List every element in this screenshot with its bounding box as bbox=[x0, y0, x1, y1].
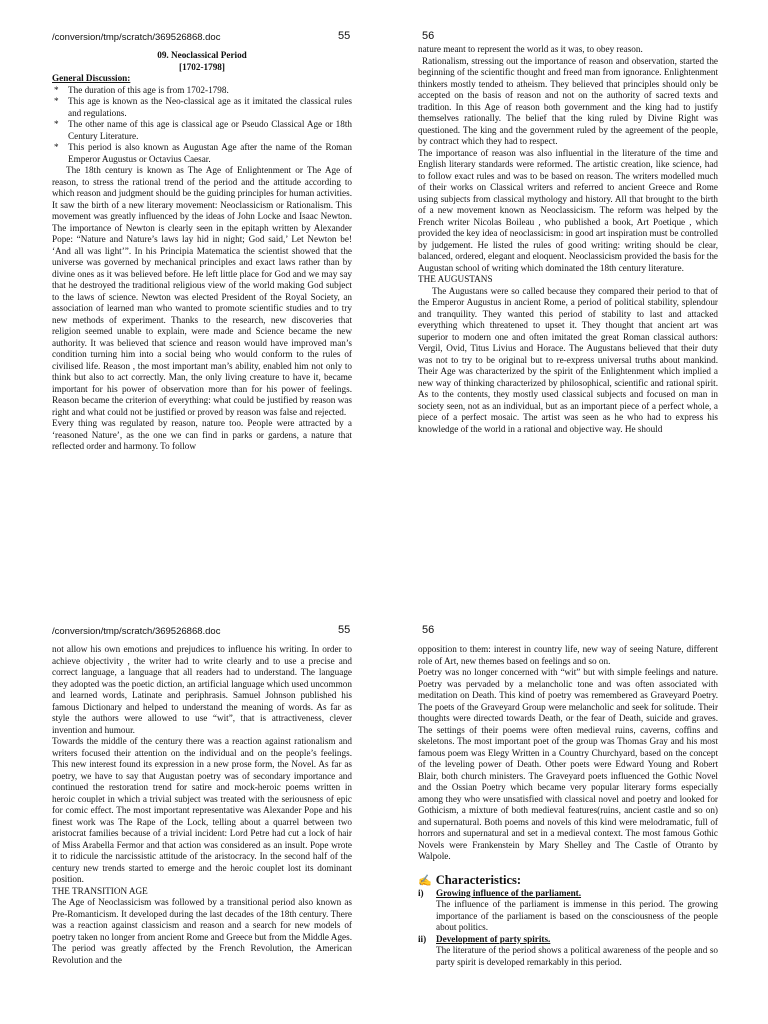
pointing-hand-icon: ✍ bbox=[418, 874, 432, 887]
characteristic-text: The literature of the period shows a political awareness of the people and so party spirit is developed remarkably in this period. bbox=[436, 945, 718, 967]
bullet-item: * This age is known as the Neo-classical age as it imitated the classical rules and regulations. bbox=[52, 96, 352, 119]
page-header bbox=[418, 624, 718, 644]
page-top-left bbox=[52, 30, 352, 560]
page-number: 56 bbox=[422, 624, 435, 636]
paragraph: The Augustans were so called because they compared their period to that of the Emperor Augustus in ancient Rome, a period of political stability, splendour and tranquility. They wanted this period of stability to last and attacked everything which threatened to upset it. They thought that ancient art was superior to modern one and often imitated the great Roman classical authors: Vergil, Ovid, Titus Livius and Horace. The Augustans believed that their duty was not to try to be original but to re-express universal truths about mankind. Their Age was characterized by the spirit of the Enlightenment which implied a new way of thinking characterized by philosophical, scientific and rational spirit. As to the contents, they mostly used classical subjects and focused on man in society seen, not as an individual, but as an important piece of a perfect whole, a piece of a perfect mosaic. The artist was seen as he who had to express his knowledge of the world in a rational and objective way. He should bbox=[418, 285, 718, 434]
bullet-item: * The duration of this age is from 1702-1798. bbox=[52, 85, 352, 97]
paragraph: Poetry was no longer concerned with “wit” but with simple feelings and nature. Poetry was pervaded by a melancholic tone and was often associated with meditation on Death. This kind of poetry was remembered as Graveyard Poetry. The poets of the Graveyard Group were melancholic and seek for solitude. Their thoughts were directed towards Death, or the fear of Death, suicide and graves. The settings of their poems were often medieval ruins, caverns, coffins and skeletons. The most important poet of the group was Thomas Gray and his most famous poem was Elegy Written in a Country Churchyard, based on the concept of the leveling power of Death. Other poets were Edward Young and Robert Blair, both church ministers. The Graveyard poets influenced the Gothic Novel and the Ossian Poetry which became very popular literary forms especially among they who were unsatisfied with classical novel and poetry and looked for Gothicism, a mixture of both medieval features(ruins, ancient castle and so on) and supernatural. Both poems and novels of this kind were melodramatic, full of horrors and supernatural and set in a medieval context. The most famous Gothic Novels were Frankenstein by Mary Shelley and The Castle of Otranto by Walpole. bbox=[418, 667, 718, 861]
paragraph: The Age of Neoclassicism was followed by a transitional period also known as Pre-Romanticism. It developed during the last decades of the 18th century. There was a reaction against classicism and reason and a search for new models of poetry taken no longer from ancient Rome and Greece but from the Middle Ages. The period was greatly affected by the French Revolution, the American Revolution and the bbox=[52, 897, 352, 965]
page-body bbox=[52, 50, 352, 453]
page-bottom-right bbox=[418, 624, 718, 1024]
paragraph: not allow his own emotions and prejudices to influence his writing. In order to achieve objectivity , the writer had to write clearly and to use a precise and correct language, a language that all readers had to understand. The language they adopted was the poetic diction, an artificial language which used uncommon and learned words, Latinate and periphrasis. Samuel Johnson published his famous Dictionary and helped to understand the meaning of words. As far as style the authors were allowed to use “wit”, that is attractiveness, clever invention and humour. bbox=[52, 644, 352, 735]
bullet-item: * The other name of this age is classical age or Pseudo Classical Age or 18th Century Literature. bbox=[52, 119, 352, 142]
characteristics-heading: ✍ Characteristics: bbox=[418, 872, 522, 887]
characteristic-item bbox=[418, 934, 718, 946]
paragraph: The 18th century is known as The Age of Enlightenment or The Age of reason, to stress the rational trend of the period and the attitude according to which reason and judgment should be the guiding principles for human activities. It saw the birth of a new literary movement: Neoclassicism or Rationalism. This movement was greatly influenced by the ideas of John Locke and Isaac Newton. The importance of Newton is clearly seen in the epitaph written by Alexander Pope: “Nature and Nature’s laws lay hid in night; God said,’ Let Newton be! ‘And all was light’”. In his Principia Matematica the scientist showed that the universe was governed by mechanical principles and exact laws rather than by divine ones as it was believed before. He left little place for God and we may say that he destroyed the traditional religious view of the world making God subject to the laws of science. Newton was elected President of the Royal Society, an association of learned man who wanted to promote scientific studies and to try new methods of experiment. Thanks to the research, new discoveries that religion seemed unable to explain, were made and Science became the new authority. It was believed that science and reason would have improved man’s condition turning him into a social being who would conform to the rules of civilised life. Reason , the most important man’s ability, enabled him not only to think but also to act correctly. Man, the only living creature to have it, became important for his power of observation more than for his power of feelings. Reason became the criterion of everything: what could be justified by reason was right and what could not be justified or proved by reason was false and rejected. bbox=[52, 165, 352, 417]
section-heading: THE TRANSITION AGE bbox=[52, 885, 148, 896]
document-path: /conversion/tmp/scratch/369526868.doc bbox=[52, 626, 221, 637]
page-header bbox=[418, 30, 718, 50]
paragraph: Every thing was regulated by reason, nature too. People were attracted by a ‘reasoned Nature’, as the one we can find in parks or gardens, a nature that reflected order and harmony. To follow bbox=[52, 418, 352, 451]
paragraph: Towards the middle of the century there was a reaction against rationalism and writers focused their attention on the individual and on the people’s feelings. This new interest found its expression in a new prose form, the Novel. As far as poetry, we have to say that Augustan poetry was of secondary importance and continued the restoration trend for satire and mock-heroic poems written in heroic couplet in which a trivial subject was treated with the seriousness of epic for comic effect. The most important representative was Alexander Pope and his finest work was The Rape of the Lock, telling about a quarrel between two aristocrat families because of a trivial incident: Lord Petre had cut a lock of hair of Miss Arabella Fermor and that action was considered as an insult. Pope wrote it to ridicule the narcissistic attitude of the aristocracy. In the second half of the century new trends started to emerge and the heroic couplet lost its dominant position. bbox=[52, 736, 352, 884]
page-top-right bbox=[418, 30, 718, 560]
bullet-list bbox=[52, 85, 352, 166]
bullet-item: * This period is also known as Augustan Age after the name of the Roman Emperor Augustus or Octavius Caesar. bbox=[52, 142, 352, 165]
characteristic-item bbox=[418, 888, 718, 900]
characteristic-title: Development of party spirits. bbox=[436, 933, 551, 944]
document-path: /conversion/tmp/scratch/369526868.doc bbox=[52, 32, 221, 43]
page-header bbox=[52, 624, 352, 644]
paragraph: opposition to them: interest in country life, new way of seeing Nature, different role of Art, new themes based on feelings and so on. bbox=[418, 644, 718, 666]
section-heading: General Discussion: bbox=[52, 73, 131, 83]
characteristic-title: Growing influence of the parliament. bbox=[436, 887, 582, 898]
page-header bbox=[52, 30, 352, 50]
chapter-dates: [1702-1798] bbox=[179, 61, 225, 72]
paragraph: nature meant to represent the world as it was, to obey reason. bbox=[418, 44, 643, 54]
paragraph: The importance of reason was also influential in the literature of the time and English literary standards were reformed. The artistic creation, like science, had to follow exact rules and was to be based on reason. The writers modelled much of their works on Classical writers and referred to ancient Greece and Rome using subjects from classical mythology and history. All that brought to the birth of a new movement known as Neoclassicism. The reform was helped by the French writer Nicolas Boileau , who published a book, Art Poetique , which provided the key idea of neoclassicism: in good art inspiration must be controlled by judgement. He listed the rules of good writing: writing should be clear, balanced, ordered, elegant and eloquent. Neoclassicism provided the basis for the Augustan school of writing which dominated the 18th century literature. bbox=[418, 147, 718, 273]
page-bottom-left bbox=[52, 624, 352, 1024]
paragraph: Rationalism, stressing out the importance of reason and observation, started the beginning of the scientific thought and freed man from ignorance. Enlightenment thinkers mostly tended to atheism. They believed that principles should only be accepted on the basis of reason and not on the authority of sacred texts and tradition. In this Age of reason both government and the king had to justify themselves rationally. The belief that the king ruled by Divine Right was questioned. The king and the government ruled by the agreement of the people, by contract which they had to respect. bbox=[418, 55, 718, 146]
page-body bbox=[418, 44, 718, 435]
section-heading: THE AUGUSTANS bbox=[418, 274, 493, 284]
page-body bbox=[52, 644, 352, 966]
page-number: 55 bbox=[338, 624, 351, 636]
page-number: 56 bbox=[422, 30, 435, 42]
roman-numeral: ii) bbox=[418, 933, 427, 944]
chapter-title: 09. Neoclassical Period bbox=[157, 50, 247, 60]
page-number: 55 bbox=[338, 30, 351, 42]
page-body bbox=[418, 644, 718, 968]
characteristic-text: The influence of the parliament is immense in this period. The growing importance of the parliament is based on the consciousness of the people about politics. bbox=[436, 899, 718, 932]
roman-numeral: i) bbox=[418, 887, 424, 898]
